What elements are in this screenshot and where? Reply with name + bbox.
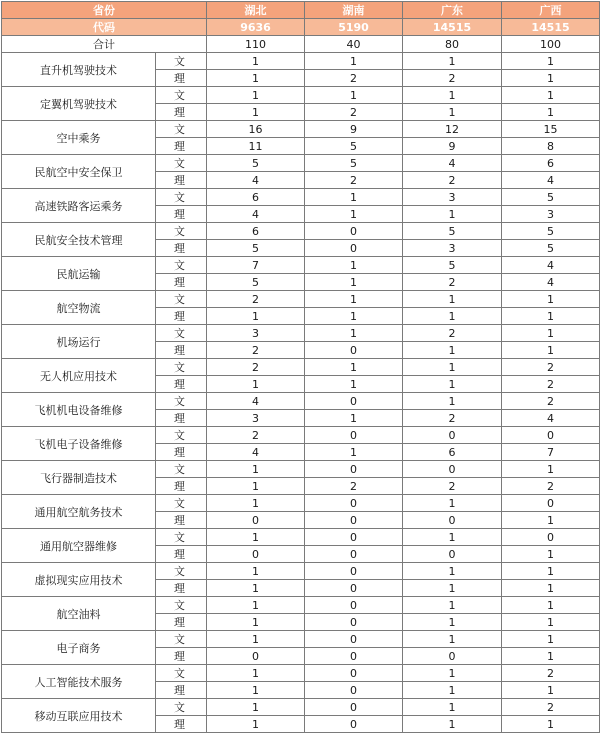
- quota-cell: 0: [403, 512, 502, 529]
- quota-cell: 2: [502, 393, 600, 410]
- major-name: 航空物流: [2, 291, 156, 325]
- track-label: 理: [156, 104, 207, 121]
- quota-cell: 1: [207, 631, 305, 648]
- major-name: 通用航空器维修: [2, 529, 156, 563]
- total-hubei: 110: [207, 36, 305, 53]
- quota-cell: 1: [403, 614, 502, 631]
- table-row: [2, 291, 600, 308]
- quota-cell: 1: [403, 563, 502, 580]
- quota-cell: 15: [502, 121, 600, 138]
- quota-cell: 0: [305, 495, 403, 512]
- quota-cell: 3: [207, 325, 305, 342]
- quota-cell: 1: [502, 325, 600, 342]
- quota-cell: 5: [305, 155, 403, 172]
- track-label: 理: [156, 206, 207, 223]
- quota-cell: 1: [305, 376, 403, 393]
- quota-cell: 3: [207, 410, 305, 427]
- quota-cell: 2: [502, 376, 600, 393]
- quota-cell: 1: [305, 325, 403, 342]
- track-label: 文: [156, 189, 207, 206]
- quota-cell: 2: [305, 172, 403, 189]
- quota-cell: 6: [403, 444, 502, 461]
- major-name: 机场运行: [2, 325, 156, 359]
- quota-cell: 2: [502, 665, 600, 682]
- province-hunan: 湖南: [305, 2, 403, 19]
- track-label: 理: [156, 614, 207, 631]
- quota-cell: 0: [403, 546, 502, 563]
- quota-cell: 0: [403, 648, 502, 665]
- quota-cell: 1: [207, 529, 305, 546]
- quota-cell: 0: [403, 427, 502, 444]
- table-body: [2, 2, 600, 733]
- quota-cell: 6: [502, 155, 600, 172]
- quota-cell: 1: [403, 53, 502, 70]
- province-guangdong: 广东: [403, 2, 502, 19]
- track-label: 文: [156, 665, 207, 682]
- quota-cell: 1: [207, 70, 305, 87]
- total-guangxi: 100: [502, 36, 600, 53]
- quota-cell: 1: [403, 529, 502, 546]
- quota-cell: 1: [502, 682, 600, 699]
- table-row: [2, 529, 600, 546]
- quota-cell: 1: [305, 53, 403, 70]
- quota-cell: 2: [207, 427, 305, 444]
- quota-cell: 1: [403, 308, 502, 325]
- quota-cell: 1: [502, 461, 600, 478]
- quota-cell: 3: [403, 240, 502, 257]
- quota-cell: 1: [207, 580, 305, 597]
- quota-cell: 1: [502, 563, 600, 580]
- quota-cell: 1: [207, 665, 305, 682]
- quota-cell: 3: [502, 206, 600, 223]
- quota-cell: 1: [502, 53, 600, 70]
- table-row: [2, 189, 600, 206]
- quota-cell: 0: [305, 699, 403, 716]
- quota-cell: 1: [403, 597, 502, 614]
- major-name: 人工智能技术服务: [2, 665, 156, 699]
- quota-cell: 0: [502, 495, 600, 512]
- table-row: [2, 461, 600, 478]
- major-name: 民航空中安全保卫: [2, 155, 156, 189]
- quota-cell: 0: [305, 223, 403, 240]
- quota-cell: 0: [305, 546, 403, 563]
- quota-cell: 4: [502, 257, 600, 274]
- quota-cell: 1: [207, 53, 305, 70]
- table-row: [2, 155, 600, 172]
- table-row: [2, 631, 600, 648]
- major-name: 定翼机驾驶技术: [2, 87, 156, 121]
- quota-cell: 6: [207, 223, 305, 240]
- quota-cell: 1: [403, 682, 502, 699]
- quota-cell: 1: [502, 512, 600, 529]
- quota-cell: 4: [502, 172, 600, 189]
- table-row: [2, 223, 600, 240]
- track-label: 理: [156, 138, 207, 155]
- quota-cell: 1: [403, 291, 502, 308]
- table-row: [2, 121, 600, 138]
- track-label: 文: [156, 87, 207, 104]
- track-label: 文: [156, 563, 207, 580]
- quota-cell: 1: [305, 308, 403, 325]
- track-label: 理: [156, 546, 207, 563]
- quota-cell: 1: [502, 546, 600, 563]
- quota-cell: 0: [403, 461, 502, 478]
- quota-cell: 0: [305, 631, 403, 648]
- major-name: 移动互联应用技术: [2, 699, 156, 733]
- major-name: 航空油料: [2, 597, 156, 631]
- quota-cell: 1: [403, 376, 502, 393]
- quota-cell: 1: [502, 87, 600, 104]
- quota-cell: 5: [403, 257, 502, 274]
- quota-cell: 0: [305, 716, 403, 733]
- table-row: [2, 597, 600, 614]
- major-name: 飞行器制造技术: [2, 461, 156, 495]
- table-row: [2, 325, 600, 342]
- track-label: 理: [156, 716, 207, 733]
- province-hubei: 湖北: [207, 2, 305, 19]
- major-name: 高速铁路客运乘务: [2, 189, 156, 223]
- total-hunan: 40: [305, 36, 403, 53]
- total-guangdong: 80: [403, 36, 502, 53]
- track-label: 文: [156, 121, 207, 138]
- quota-cell: 1: [305, 291, 403, 308]
- quota-cell: 16: [207, 121, 305, 138]
- table-row: [2, 699, 600, 716]
- quota-cell: 9: [403, 138, 502, 155]
- major-name: 直升机驾驶技术: [2, 53, 156, 87]
- quota-cell: 0: [305, 427, 403, 444]
- quota-cell: 1: [403, 393, 502, 410]
- quota-cell: 1: [305, 87, 403, 104]
- quota-cell: 1: [207, 104, 305, 121]
- quota-cell: 1: [502, 614, 600, 631]
- code-guangdong: 14515: [403, 19, 502, 36]
- quota-cell: 12: [403, 121, 502, 138]
- major-name: 民航安全技术管理: [2, 223, 156, 257]
- quota-cell: 1: [403, 342, 502, 359]
- track-label: 理: [156, 172, 207, 189]
- track-label: 文: [156, 359, 207, 376]
- quota-cell: 2: [305, 104, 403, 121]
- total-row: [2, 36, 600, 53]
- quota-cell: 11: [207, 138, 305, 155]
- quota-cell: 0: [305, 665, 403, 682]
- quota-cell: 0: [305, 682, 403, 699]
- track-label: 理: [156, 580, 207, 597]
- quota-cell: 1: [207, 376, 305, 393]
- quota-cell: 1: [403, 631, 502, 648]
- quota-cell: 1: [207, 308, 305, 325]
- quota-cell: 5: [305, 138, 403, 155]
- table-row: [2, 87, 600, 104]
- quota-cell: 1: [207, 682, 305, 699]
- quota-cell: 9: [305, 121, 403, 138]
- major-name: 民航运输: [2, 257, 156, 291]
- quota-cell: 1: [207, 699, 305, 716]
- track-label: 文: [156, 257, 207, 274]
- quota-cell: 1: [403, 495, 502, 512]
- quota-cell: 2: [403, 325, 502, 342]
- quota-cell: 1: [207, 597, 305, 614]
- track-label: 理: [156, 648, 207, 665]
- quota-cell: 1: [502, 70, 600, 87]
- quota-cell: 0: [207, 512, 305, 529]
- province-header-row: [2, 2, 600, 19]
- quota-cell: 1: [207, 87, 305, 104]
- code-guangxi: 14515: [502, 19, 600, 36]
- quota-cell: 5: [403, 223, 502, 240]
- quota-cell: 1: [305, 206, 403, 223]
- quota-cell: 2: [305, 478, 403, 495]
- quota-cell: 4: [207, 393, 305, 410]
- track-label: 文: [156, 597, 207, 614]
- table-row: [2, 665, 600, 682]
- table-row: [2, 359, 600, 376]
- quota-cell: 5: [502, 240, 600, 257]
- track-label: 文: [156, 631, 207, 648]
- code-header-label: 代码: [2, 19, 207, 36]
- track-label: 文: [156, 155, 207, 172]
- quota-cell: 0: [207, 648, 305, 665]
- quota-cell: 1: [403, 699, 502, 716]
- track-label: 文: [156, 461, 207, 478]
- quota-cell: 2: [207, 291, 305, 308]
- track-label: 理: [156, 308, 207, 325]
- quota-cell: 1: [502, 308, 600, 325]
- major-name: 虚拟现实应用技术: [2, 563, 156, 597]
- track-label: 理: [156, 342, 207, 359]
- track-label: 文: [156, 53, 207, 70]
- table-row: [2, 495, 600, 512]
- track-label: 理: [156, 376, 207, 393]
- table-row: [2, 53, 600, 70]
- major-name: 通用航空航务技术: [2, 495, 156, 529]
- table-row: [2, 563, 600, 580]
- total-label: 合计: [2, 36, 207, 53]
- quota-cell: 2: [403, 70, 502, 87]
- quota-cell: 4: [207, 172, 305, 189]
- track-label: 文: [156, 495, 207, 512]
- quota-cell: 2: [502, 699, 600, 716]
- quota-cell: 1: [502, 597, 600, 614]
- track-label: 文: [156, 699, 207, 716]
- quota-cell: 1: [502, 342, 600, 359]
- track-label: 文: [156, 223, 207, 240]
- quota-cell: 1: [403, 665, 502, 682]
- quota-cell: 1: [502, 580, 600, 597]
- quota-cell: 2: [305, 70, 403, 87]
- table-row: [2, 393, 600, 410]
- quota-cell: 0: [305, 597, 403, 614]
- quota-cell: 1: [502, 648, 600, 665]
- quota-cell: 0: [305, 529, 403, 546]
- quota-cell: 0: [502, 427, 600, 444]
- track-label: 文: [156, 325, 207, 342]
- quota-cell: 2: [207, 359, 305, 376]
- quota-cell: 4: [403, 155, 502, 172]
- track-label: 理: [156, 682, 207, 699]
- major-name: 空中乘务: [2, 121, 156, 155]
- major-name: 飞机机电设备维修: [2, 393, 156, 427]
- track-label: 理: [156, 70, 207, 87]
- quota-cell: 2: [502, 359, 600, 376]
- table-row: [2, 427, 600, 444]
- quota-cell: 4: [207, 444, 305, 461]
- quota-cell: 1: [305, 410, 403, 427]
- quota-cell: 1: [305, 189, 403, 206]
- quota-cell: 1: [305, 257, 403, 274]
- quota-cell: 2: [502, 478, 600, 495]
- track-label: 理: [156, 444, 207, 461]
- quota-cell: 1: [207, 716, 305, 733]
- quota-cell: 1: [502, 291, 600, 308]
- quota-cell: 1: [502, 104, 600, 121]
- quota-cell: 1: [403, 359, 502, 376]
- quota-cell: 0: [305, 563, 403, 580]
- track-label: 理: [156, 274, 207, 291]
- quota-cell: 1: [403, 104, 502, 121]
- quota-cell: 4: [502, 410, 600, 427]
- enrollment-table: [1, 1, 600, 733]
- table-row: [2, 257, 600, 274]
- major-name: 电子商务: [2, 631, 156, 665]
- quota-cell: 7: [207, 257, 305, 274]
- quota-cell: 2: [403, 478, 502, 495]
- quota-cell: 1: [207, 478, 305, 495]
- track-label: 理: [156, 478, 207, 495]
- quota-cell: 1: [403, 87, 502, 104]
- quota-cell: 4: [207, 206, 305, 223]
- quota-cell: 0: [305, 393, 403, 410]
- major-name: 飞机电子设备维修: [2, 427, 156, 461]
- quota-cell: 6: [207, 189, 305, 206]
- province-guangxi: 广西: [502, 2, 600, 19]
- quota-cell: 1: [403, 206, 502, 223]
- code-hubei: 9636: [207, 19, 305, 36]
- quota-cell: 0: [305, 342, 403, 359]
- code-hunan: 5190: [305, 19, 403, 36]
- quota-cell: 0: [305, 580, 403, 597]
- quota-cell: 1: [207, 495, 305, 512]
- code-header-row: [2, 19, 600, 36]
- quota-cell: 5: [502, 189, 600, 206]
- quota-cell: 0: [207, 546, 305, 563]
- quota-cell: 4: [502, 274, 600, 291]
- quota-cell: 1: [403, 580, 502, 597]
- quota-cell: 2: [403, 410, 502, 427]
- quota-cell: 2: [207, 342, 305, 359]
- quota-cell: 3: [403, 189, 502, 206]
- quota-cell: 1: [502, 631, 600, 648]
- quota-cell: 0: [305, 461, 403, 478]
- major-name: 无人机应用技术: [2, 359, 156, 393]
- quota-cell: 5: [207, 274, 305, 291]
- quota-cell: 5: [207, 240, 305, 257]
- quota-cell: 1: [207, 461, 305, 478]
- quota-cell: 0: [305, 614, 403, 631]
- track-label: 文: [156, 291, 207, 308]
- track-label: 文: [156, 393, 207, 410]
- quota-cell: 0: [305, 512, 403, 529]
- quota-cell: 1: [305, 274, 403, 291]
- quota-cell: 0: [305, 648, 403, 665]
- track-label: 理: [156, 240, 207, 257]
- quota-cell: 1: [502, 716, 600, 733]
- track-label: 理: [156, 512, 207, 529]
- quota-cell: 0: [502, 529, 600, 546]
- quota-cell: 1: [305, 444, 403, 461]
- quota-cell: 8: [502, 138, 600, 155]
- quota-cell: 2: [403, 172, 502, 189]
- track-label: 文: [156, 427, 207, 444]
- quota-cell: 1: [403, 716, 502, 733]
- province-header-label: 省份: [2, 2, 207, 19]
- quota-cell: 1: [207, 563, 305, 580]
- quota-cell: 2: [403, 274, 502, 291]
- quota-cell: 5: [207, 155, 305, 172]
- track-label: 理: [156, 410, 207, 427]
- quota-cell: 1: [305, 359, 403, 376]
- quota-cell: 5: [502, 223, 600, 240]
- track-label: 文: [156, 529, 207, 546]
- quota-cell: 7: [502, 444, 600, 461]
- quota-cell: 0: [305, 240, 403, 257]
- quota-cell: 1: [207, 614, 305, 631]
